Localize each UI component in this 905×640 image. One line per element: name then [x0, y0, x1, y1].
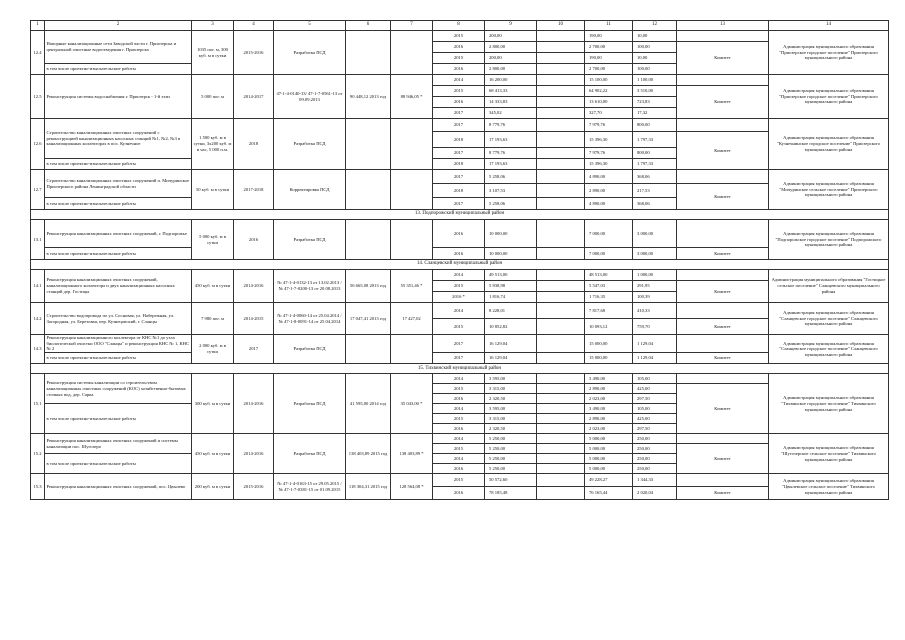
object-name: Строительство канализационных очистных сооружений п. Мичуринское Приозерского района Ленинградской области: [45, 170, 192, 198]
section-title: 15. Тихвинский муниципальный район: [31, 364, 889, 374]
column-header: 5: [274, 21, 346, 31]
period: 2016: [234, 220, 274, 260]
total-value: 200,00: [485, 31, 537, 42]
column-header: 4: [234, 21, 274, 31]
local-value: 1 129,04: [633, 353, 677, 364]
total-value: 16 129,04: [485, 353, 537, 364]
table-row: [31, 119, 889, 132]
contract-cost: 35 043,00 *: [391, 374, 433, 434]
contract-cost: 55 351,46 *: [391, 270, 433, 303]
regional-value: 2 890,00: [585, 384, 633, 394]
year: 2014: [433, 270, 485, 281]
capacity: 1035 пог. м, 300 куб. м в сутки: [192, 31, 234, 75]
regional-value: 4 890,00: [585, 198, 633, 210]
local-value: 10,00: [633, 31, 677, 42]
design-doc: Корректировка ПСД: [274, 170, 346, 210]
local-value: 3 000,00: [633, 220, 677, 248]
local-value: 105,00: [633, 374, 677, 384]
status: Комитет: [677, 487, 769, 500]
object-subname: в том числе проектно-изыскательские работы: [45, 64, 192, 75]
year: 2015: [433, 384, 485, 394]
period: 2014-2016: [234, 374, 274, 434]
table-row: [31, 248, 889, 260]
total-value: 3 595,00: [485, 404, 537, 414]
row-number: 13.1: [31, 220, 45, 260]
period: 2015-2016: [234, 31, 274, 75]
local-value: 1 129,04: [633, 335, 677, 353]
estimated-cost: 17 047,41 2013 год: [346, 303, 391, 335]
year: 2015: [433, 474, 485, 487]
total-value: 345,02: [485, 108, 537, 119]
table-row: [31, 374, 889, 384]
estimated-cost: 90 448,12 2013 год: [346, 75, 391, 119]
local-value: 2 020,04: [633, 487, 677, 500]
capacity: 5 000 куб. м в сутки: [192, 220, 234, 260]
regional-value: 190,00: [585, 53, 633, 64]
capacity: 450 куб. м в сутки: [192, 270, 234, 303]
status: Комитет: [677, 184, 769, 210]
object-name: Реконструкция канализационных очистных сооружений, г. Подпорожье: [45, 220, 192, 248]
row-number: 14.1: [31, 270, 45, 303]
object-name: Реконструкция канализационных очистных сооружений и системы канализации пос. Шугозеро: [45, 434, 192, 454]
year: 2016: [433, 394, 485, 404]
object-subname: в том числе проектно-изыскательские работы: [45, 353, 192, 364]
regional-value: 2 700,00: [585, 42, 633, 53]
regional-value: 4 890,00: [585, 170, 633, 184]
regional-value: 15 396,30: [585, 159, 633, 170]
status: Комитет: [677, 132, 769, 170]
regional-value: 1 716,35: [585, 292, 633, 303]
total-value: 8 779,76: [485, 148, 537, 159]
total-value: 5 258,06: [485, 170, 537, 184]
object-name: Напорные канализационные сети Заводской части г. Приозерска и центральной очистные водоотведения г. Приозерска: [45, 31, 192, 64]
total-value: 5 250,00: [485, 454, 537, 464]
regional-value: 15 396,30: [585, 132, 633, 148]
year: 2015: [433, 31, 485, 42]
regional-value: 190,00: [585, 31, 633, 42]
year: 2014: [433, 303, 485, 319]
local-value: 291,95: [633, 281, 677, 292]
regional-value: 7 000,00: [585, 220, 633, 248]
year: 2018: [433, 132, 485, 148]
total-value: 8 779,76: [485, 119, 537, 132]
table-row: [31, 170, 889, 184]
regional-value: 2 890,00: [585, 414, 633, 424]
total-value: 3 315,00: [485, 384, 537, 394]
table-row: [31, 434, 889, 444]
column-header: 13: [677, 21, 769, 31]
status: Комитет: [677, 86, 769, 119]
object-subname: в том числе проектно-изыскательские работы: [45, 404, 192, 434]
total-value: 5 258,06: [485, 198, 537, 210]
local-value: 250,00: [633, 444, 677, 454]
local-value: 250,00: [633, 454, 677, 464]
row-number: 14.2: [31, 303, 45, 335]
total-value: 14 333,83: [485, 97, 537, 108]
status: Комитет: [677, 353, 769, 364]
section-header-row: [31, 260, 889, 270]
responsible-org: Администрация муниципального образования "Тихвинское городское поселение" Тихвинского муниципального района: [769, 374, 889, 434]
table-row: [31, 270, 889, 281]
object-name: Реконструкция системы водоснабжения г. Приозерск - 1-й этап: [45, 75, 192, 119]
capacity: 1 500 куб. м в сутки, 3х200 куб. м в час, 5 000 п.м.: [192, 119, 234, 170]
local-value: 1 344,33: [633, 474, 677, 487]
total-value: 3 107,53: [485, 184, 537, 198]
total-value: 16 200,00: [485, 75, 537, 86]
period: 2014-2016: [234, 434, 274, 474]
object-name: Реконструкция системы канализации со строительством канализационных очистных сооружений (КОС) хозяйственно-бытовых сточных вод, дер. Сарка: [45, 374, 192, 404]
total-value: 17 193,63: [485, 132, 537, 148]
object-subname: в том числе проектно-изыскательские работы: [45, 159, 192, 170]
local-value: 250,00: [633, 434, 677, 444]
year: 2018: [433, 159, 485, 170]
local-value: 800,00: [633, 148, 677, 159]
responsible-org: Администрация муниципального образования "Приозерское городское поселение" Приозерского муниципального района: [769, 75, 889, 119]
year: 2016: [433, 248, 485, 260]
row-number: 14.3: [31, 335, 45, 364]
column-header: 14: [769, 21, 889, 31]
year: 2015: [433, 319, 485, 335]
row-number: 12.5: [31, 75, 45, 119]
responsible-org: Администрация муниципального образования "Подпорожское городское поселение" Подпорожского муниципального района: [769, 220, 889, 260]
table-row: [31, 474, 889, 487]
column-header: 1: [31, 21, 45, 31]
total-value: 16 129,04: [485, 335, 537, 353]
contract-cost: 138 403,89 *: [391, 434, 433, 474]
design-doc: 47-1-4-0140-13/ 47-1-7-0561-13 от 09.09.2013: [274, 75, 346, 119]
object-name: Реконструкция канализационных очистных сооружений, канализационного коллектора и двух канализационных насосных станций дер. Гостицы: [45, 270, 192, 303]
year: 2017: [433, 108, 485, 119]
column-header: 2: [45, 21, 192, 31]
period: 2014-2016: [234, 270, 274, 303]
regional-value: 3 490,00: [585, 404, 633, 414]
local-value: 100,39: [633, 292, 677, 303]
status: Комитет: [677, 42, 769, 75]
regional-value: 15 100,00: [585, 75, 633, 86]
period: 2015-2016: [234, 474, 274, 500]
regional-value: 15 000,00: [585, 353, 633, 364]
regional-value: 5 000,00: [585, 444, 633, 454]
total-value: 3 315,00: [485, 414, 537, 424]
local-value: 17,32: [633, 108, 677, 119]
local-value: 723,83: [633, 97, 677, 108]
year: 2016: [433, 64, 485, 75]
total-value: 5 250,00: [485, 434, 537, 444]
year: 2017: [433, 335, 485, 353]
year: 2016: [433, 97, 485, 108]
capacity: 200 куб. м в сутки: [192, 474, 234, 500]
regional-value: 3 490,00: [585, 374, 633, 384]
column-header-row: [31, 21, 889, 31]
investment-program-table-sheet: [30, 20, 888, 500]
regional-value: 7 817,68: [585, 303, 633, 319]
year: 2016: [433, 424, 485, 434]
object-name: Строительство канализационных очистных сооружений с реконструкцией канализационных насосных станций №1, №2, №3 в канализационных коллекторах в пос. Кузнечное: [45, 119, 192, 159]
year: 2015: [433, 86, 485, 97]
total-value: 5 250,00: [485, 444, 537, 454]
table-row: [31, 75, 889, 86]
estimated-cost: 138 403,89 2015 год: [346, 434, 391, 474]
responsible-org: Администрация муниципального образования "Сланцевское городское поселение" Сланцевского муниципального района: [769, 335, 889, 364]
period: 2018: [234, 119, 274, 170]
column-header: 6: [346, 21, 391, 31]
total-value: 5 838,98: [485, 281, 537, 292]
table-row: [31, 220, 889, 248]
capacity: 300 куб. м в сутки: [192, 374, 234, 434]
object-name: Реконструкция канализационного коллектора от КНС №1 до узла биологической очистки ООО "Сланцы" и реконструкция КНС № 1, КНС № 2: [45, 335, 192, 353]
table-row: [31, 335, 889, 353]
responsible-org: Администрация муниципального образования "Шугозерское сельское поселение" Тихвинского муниципального района: [769, 434, 889, 474]
local-value: 297,50: [633, 424, 677, 434]
regional-value: 7 979,76: [585, 119, 633, 132]
local-value: 1 100,00: [633, 75, 677, 86]
year: 2014: [433, 404, 485, 414]
column-header: 3: [192, 21, 234, 31]
design-doc: Разработка ПСД: [274, 374, 346, 434]
design-doc: Разработка ПСД: [274, 31, 346, 75]
total-value: 2 800,00: [485, 64, 537, 75]
regional-value: 327,70: [585, 108, 633, 119]
year: 2014: [433, 454, 485, 464]
regional-value: 2 700,00: [585, 64, 633, 75]
year: 2017: [433, 353, 485, 364]
total-value: 2 800,00: [485, 42, 537, 53]
year: 2017: [433, 119, 485, 132]
total-value: 3 595,00: [485, 374, 537, 384]
contract-cost: 17 427,02: [391, 303, 433, 335]
table-row: [31, 303, 889, 319]
estimated-cost: 56 665,08 2013 год: [346, 270, 391, 303]
regional-value: 5 000,00: [585, 434, 633, 444]
year: 2018: [433, 184, 485, 198]
total-value: 200,00: [485, 53, 537, 64]
year: 2014: [433, 75, 485, 86]
local-value: 1 000,00: [633, 270, 677, 281]
regional-value: 5 000,00: [585, 454, 633, 464]
design-doc: № 47-1-4-0132-13 от 13.02.2013 / № 47-1-7-0200-13 от 20.08.2013: [274, 270, 346, 303]
responsible-org: Администрация муниципального образования "Кузнечнинское городское поселение" Приозерского муниципального района: [769, 119, 889, 170]
total-value: 10 852,82: [485, 319, 537, 335]
regional-value: 5 547,03: [585, 281, 633, 292]
year: 2016: [433, 220, 485, 248]
period: 2017-2018: [234, 170, 274, 210]
status: Комитет: [677, 384, 769, 434]
local-value: 425,00: [633, 384, 677, 394]
contract-cost: 88 946,05 *: [391, 75, 433, 119]
column-header: 7: [391, 21, 433, 31]
design-doc: № 47-1-4-0060-14 от 25.04.2014 / № 47-1-8-0091-14 от 25.04.2014: [274, 303, 346, 335]
responsible-org: Администрация муниципального образования "Сланцевское городское поселение" Сланцевского муниципального района: [769, 303, 889, 335]
local-value: 800,00: [633, 119, 677, 132]
year: 2017: [433, 198, 485, 210]
local-value: 1 797,33: [633, 132, 677, 148]
investment-program-table: [30, 20, 889, 500]
regional-value: 13 610,00: [585, 97, 633, 108]
section-header-row: [31, 364, 889, 374]
regional-value: 5 000,00: [585, 464, 633, 474]
regional-value: 64 902,22: [585, 86, 633, 97]
status: Комитет: [677, 281, 769, 303]
column-header: 8: [433, 21, 485, 31]
section-title: 13. Подпорожский муниципальный район: [31, 210, 889, 220]
local-value: 100,00: [633, 64, 677, 75]
object-subname: в том числе проектно-изыскательские работы: [45, 454, 192, 474]
row-number: 12.7: [31, 170, 45, 210]
year: 2015: [433, 53, 485, 64]
column-header: 12: [633, 21, 677, 31]
local-value: 1 797,33: [633, 159, 677, 170]
status: Комитет: [677, 319, 769, 335]
estimated-cost: 118 304,31 2015 год: [346, 474, 391, 500]
local-value: 425,00: [633, 414, 677, 424]
regional-value: 7 979,76: [585, 148, 633, 159]
estimated-cost: 41 595,00 2014 год: [346, 374, 391, 434]
regional-value: 2 890,00: [585, 184, 633, 198]
year: 2014: [433, 434, 485, 444]
period: 2017: [234, 335, 274, 364]
responsible-org: Администрация муниципального образования "Мичуринское сельское поселение" Приозерского муниципального района: [769, 170, 889, 210]
year: 2015: [433, 281, 485, 292]
total-value: 49 513,00: [485, 270, 537, 281]
year: 2016: [433, 42, 485, 53]
row-number: 12.4: [31, 31, 45, 75]
section-title: 14. Сланцевский муниципальный район: [31, 260, 889, 270]
total-value: 10 000,00: [485, 220, 537, 248]
column-header: 11: [585, 21, 633, 31]
local-value: 368,06: [633, 170, 677, 184]
year: 2017: [433, 148, 485, 159]
total-value: 68 413,33: [485, 86, 537, 97]
period: 2014-2017: [234, 75, 274, 119]
local-value: 3 000,00: [633, 248, 677, 260]
year: 2014: [433, 374, 485, 384]
total-value: 17 193,63: [485, 159, 537, 170]
column-header: 10: [537, 21, 585, 31]
capacity: 50 куб. м в сутки: [192, 170, 234, 210]
responsible-org: Администрация муниципального образования "Гостицкое сельское поселение" Сланцевского муниципального района: [769, 270, 889, 303]
capacity: 7 980 пог. м: [192, 303, 234, 335]
design-doc: Разработка ПСД: [274, 335, 346, 364]
column-header: 9: [485, 21, 537, 31]
total-value: 2 320,50: [485, 394, 537, 404]
object-name: Строительство водопровода по ул. Сосновая, ул. Набережная, ул. Загородная, ул. Березовая, пер. Кузнецовский, г. Сланцы: [45, 303, 192, 335]
total-value: 1 816,74: [485, 292, 537, 303]
object-name: Реконструкция канализационных очистных сооружений, пос. Цвылево: [45, 474, 192, 500]
table-row: [31, 31, 889, 42]
status: Комитет: [677, 248, 769, 260]
total-value: 5 250,00: [485, 464, 537, 474]
local-value: 100,00: [633, 42, 677, 53]
total-value: 10 000,00: [485, 248, 537, 260]
contract-cost: 128 564,08 *: [391, 474, 433, 500]
local-value: 3 510,00: [633, 86, 677, 97]
capacity: 5 000 пог. м: [192, 75, 234, 119]
row-number: 12.6: [31, 119, 45, 170]
capacity: 450 куб. м в сутки: [192, 434, 234, 474]
regional-value: 10 093,12: [585, 319, 633, 335]
local-value: 250,00: [633, 464, 677, 474]
period: 2014-2015: [234, 303, 274, 335]
total-value: 50 572,60: [485, 474, 537, 487]
regional-value: 48 513,00: [585, 270, 633, 281]
total-value: 8 228,01: [485, 303, 537, 319]
object-subname: в том числе проектно-изыскательские работы: [45, 198, 192, 210]
design-doc: Разработка ПСД: [274, 119, 346, 170]
local-value: 10,00: [633, 53, 677, 64]
regional-value: 2 023,00: [585, 424, 633, 434]
year: 2015: [433, 444, 485, 454]
local-value: 105,00: [633, 404, 677, 414]
design-doc: Разработка ПСД: [274, 434, 346, 474]
local-value: 297,50: [633, 394, 677, 404]
section-header-row: [31, 210, 889, 220]
regional-value: 2 023,00: [585, 394, 633, 404]
local-value: 759,70: [633, 319, 677, 335]
year: 2016: [433, 487, 485, 500]
regional-value: 49 228,27: [585, 474, 633, 487]
row-number: 15.1: [31, 374, 45, 434]
row-number: 15.2: [31, 434, 45, 474]
total-value: 78 185,48: [485, 487, 537, 500]
design-doc: Разработка ПСД: [274, 220, 346, 260]
responsible-org: Администрация муниципального образования "Приозерское городское поселение" Приозерского муниципального района: [769, 31, 889, 75]
object-subname: в том числе проектно-изыскательские работы: [45, 248, 192, 260]
regional-value: 7 000,00: [585, 248, 633, 260]
capacity: 2 000 куб. м в сутки: [192, 335, 234, 364]
year: 2015: [433, 414, 485, 424]
year: 2017: [433, 170, 485, 184]
status: Комитет: [677, 444, 769, 474]
local-value: 217,53: [633, 184, 677, 198]
design-doc: № 47-1-4-0163-15 от 29.05.2015 / № 47-1-7-0381-15 от 01.09.2015: [274, 474, 346, 500]
regional-value: 76 165,44: [585, 487, 633, 500]
local-value: 368,06: [633, 198, 677, 210]
row-number: 15.3: [31, 474, 45, 500]
total-value: 2 320,50: [485, 424, 537, 434]
table-row: [31, 353, 889, 364]
local-value: 410,33: [633, 303, 677, 319]
year: 2016 *: [433, 292, 485, 303]
year: 2016: [433, 464, 485, 474]
responsible-org: Администрация муниципального образования "Цвылевское сельское поселение" Тихвинского муниципального района: [769, 474, 889, 500]
regional-value: 15 000,00: [585, 335, 633, 353]
